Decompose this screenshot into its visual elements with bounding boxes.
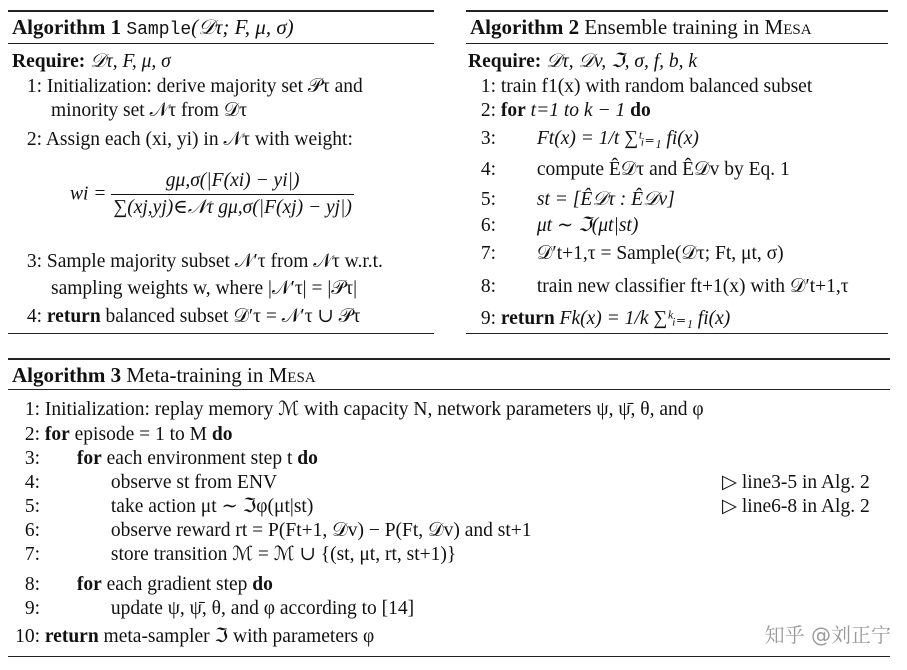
algo1-name: Sample	[126, 20, 192, 40]
algo3-line-1: 1: Initialization: replay memory ℳ with capacity N, network parameters ψ, ψ̄, θ, and φ	[24, 399, 704, 420]
algo3-comment-line4: ▷ line3-5 in Alg. 2	[722, 472, 870, 493]
algo3-line-2: 2: for episode = 1 to M do	[24, 424, 233, 445]
algorithm-2	[466, 10, 888, 335]
algo3-line-6: 6: observe reward rt = P(Ft+1, 𝒟v) − P(Ft, 𝒟v) and st+1	[24, 520, 532, 541]
algo2-method: Mesa	[764, 15, 812, 39]
algo2-line-5: 5: st = [Ê𝒟τ : Ê𝒟v]	[480, 189, 675, 210]
algo3-bottom-rule	[8, 656, 890, 657]
algo1-require: Require: 𝒟τ, F, μ, σ	[12, 51, 171, 72]
algo2-line-6: 6: μt ∼ ℑ(μt|st)	[480, 215, 639, 236]
algo2-line-8: 8: train new classifier ft+1(x) with 𝒟′t+1,τ	[480, 276, 849, 297]
algo2-line-4: 4: compute Ê𝒟τ and Ê𝒟v by Eq. 1	[480, 159, 790, 180]
algo1-title	[8, 12, 298, 46]
algo2-label: Algorithm 2	[470, 15, 580, 39]
algo1-bottom-rule	[8, 333, 434, 334]
algo3-line-3: 3: for each environment step t do	[24, 448, 318, 469]
algo2-line-9: 9: return Fk(x) = 1/k ∑ᵏᵢ₌₁ fi(x)	[480, 308, 731, 329]
algo2-line-7: 7: 𝒟′t+1,τ = Sample(𝒟τ; Ft, μt, σ)	[480, 243, 784, 264]
algorithm-1	[8, 10, 434, 335]
algo2-require: Require: 𝒟τ, 𝒟v, ℑ, σ, f, b, k	[468, 51, 698, 72]
algo1-line-1: 1: Initialization: derive majority set 𝒫τ and	[26, 76, 363, 97]
algo1-args: (𝒟τ; F, μ, σ)	[191, 15, 294, 39]
weight-fraction: $\frac{g\mu,\sigma(|F(xi) - yi|)}{\text{∑(xj,yj)∈𝒩τ gμ,σ(|F(xj) − yj|)}}$	[113, 170, 352, 218]
algo2-line-1: 1: train f1(x) with random balanced subset	[480, 76, 813, 97]
watermark: 知乎 @刘正宁	[764, 623, 891, 647]
algo1-line-4: 4: return balanced subset 𝒟′τ = 𝒩′τ ∪ 𝒫τ	[26, 306, 361, 327]
algo1-line-1-cont: minority set 𝒩τ from 𝒟τ	[51, 100, 248, 121]
algo3-method: Mesa	[268, 363, 316, 387]
algo1-label: Algorithm 1	[12, 15, 122, 39]
algo2-title: Algorithm 2 Ensemble training in Mesa	[470, 15, 812, 39]
algo1-weight-formula: wi = $\frac{g\mu,\sigma(|F(xi) - yi|)}{\text{∑(xj,yj)∈𝒩τ gμ,σ(|F(xj) − yj|)}}$	[70, 168, 354, 221]
algo1-line-2: 2: Assign each (xi, yi) in 𝒩τ with weight:	[26, 129, 353, 150]
algo3-line-5: 5: take action μt ∼ ℑφ(μt|st)	[24, 496, 314, 517]
algo3-line-9: 9: update ψ, ψ̄, θ, and φ according to [14]	[24, 598, 415, 619]
algo3-comment-line5: ▷ line6-8 in Alg. 2	[722, 496, 870, 517]
algo3-label: Algorithm 3	[12, 363, 122, 387]
algo3-line-7: 7: store transition ℳ = ℳ ∪ {(st, μt, rt, st+1)}	[24, 544, 457, 565]
algo2-title-rule	[466, 43, 888, 44]
algo1-title-rule	[8, 43, 434, 44]
algo3-title: Algorithm 3 Meta-training in Mesa	[12, 363, 316, 387]
algo3-line-4: 4: observe st from ENV	[24, 472, 278, 493]
algo1-line-3: 3: Sample majority subset 𝒩′τ from 𝒩τ w.r.t.	[26, 251, 383, 272]
algo1-line-3-cont: sampling weights w, where |𝒩′τ| = |𝒫τ|	[51, 278, 358, 299]
algo2-line-2: 2: for t=1 to k − 1 do	[480, 100, 651, 121]
algo3-title-rule	[8, 389, 890, 390]
algo2-line-3: 3: Ft(x) = 1/t ∑ᵗᵢ₌₁ fi(x)	[480, 128, 699, 149]
algo3-line-8: 8: for each gradient step do	[24, 574, 273, 595]
algo2-bottom-rule	[466, 333, 888, 334]
algorithm-3	[8, 358, 890, 660]
algo3-line-10: 10: return meta-sampler ℑ with parameters φ	[15, 626, 375, 647]
